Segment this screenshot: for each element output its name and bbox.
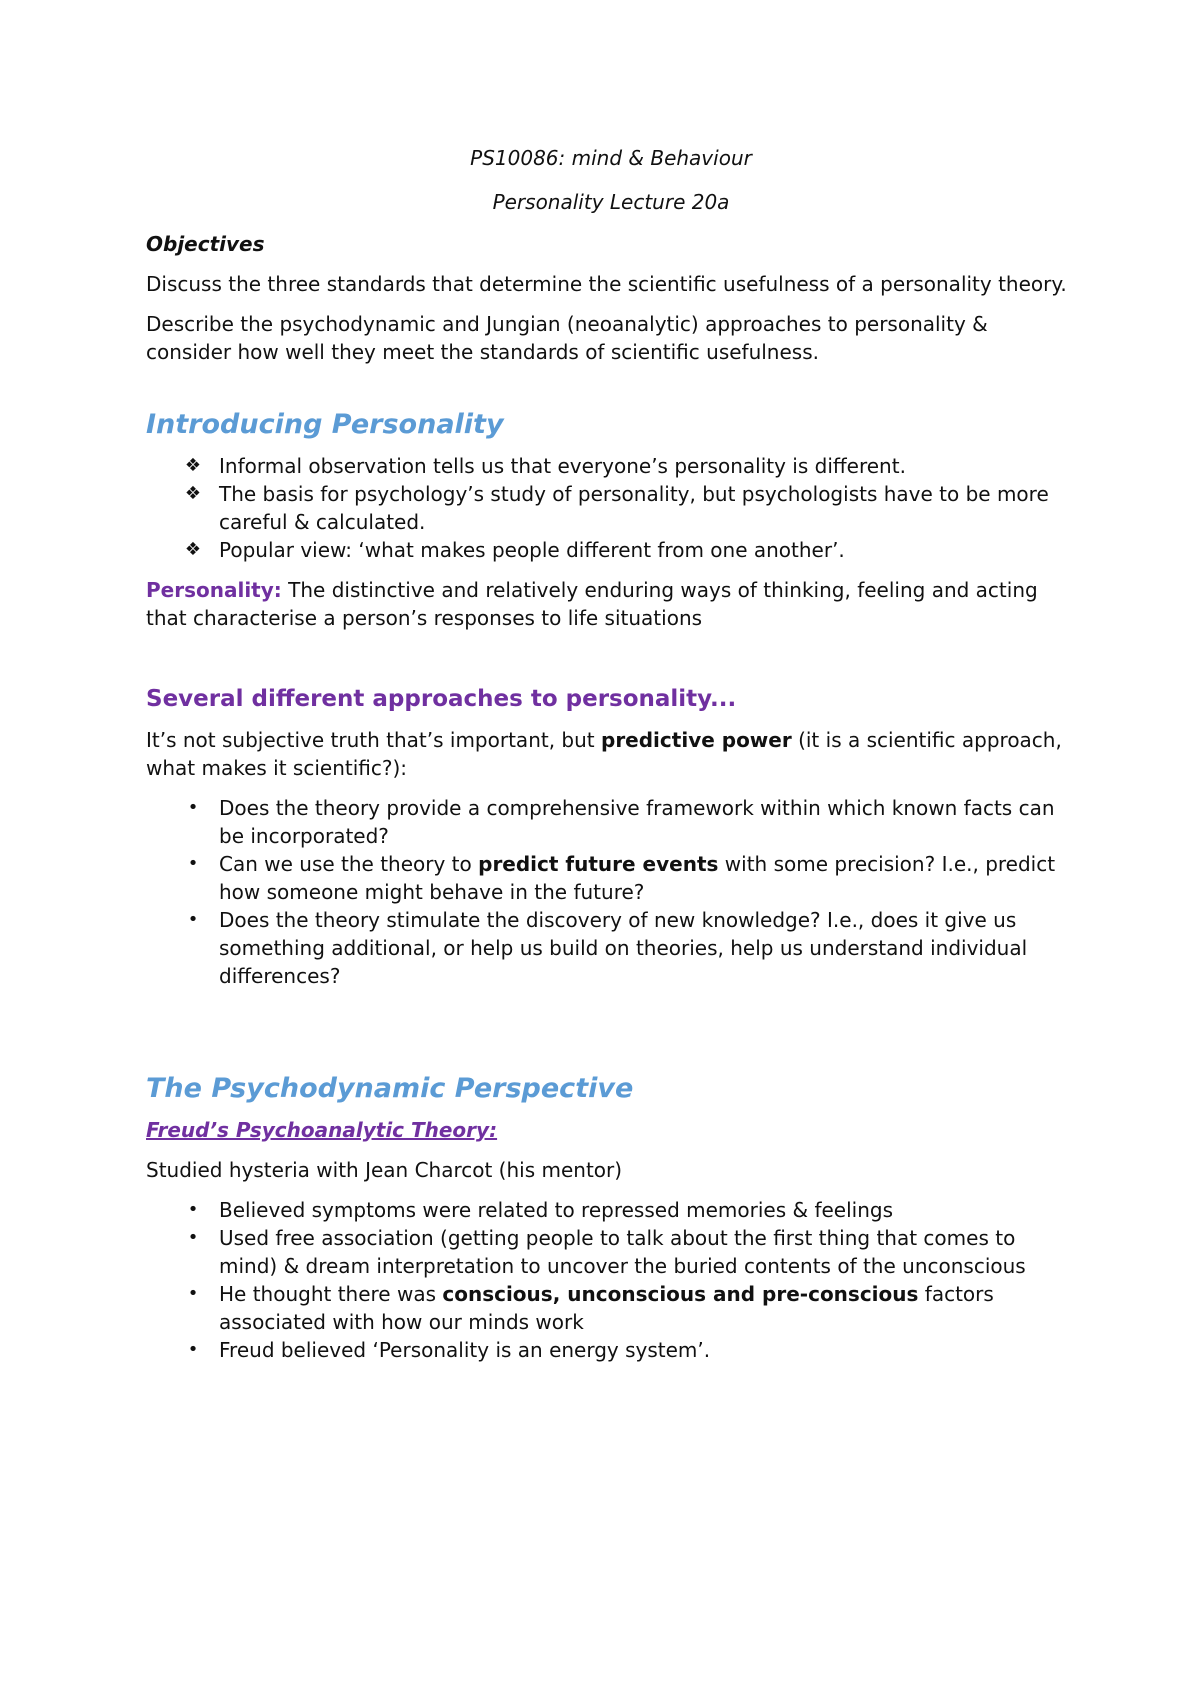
psychodynamic-intro: Studied hysteria with Jean Charcot (his mentor) [146, 1158, 623, 1182]
list-item-text: Does the theory stimulate the discovery of new knowledge? I.e., does it give us something additional, or help us build on theories, help us understand individual differences? [219, 908, 1028, 988]
introducing-list [146, 452, 1076, 564]
list-item [146, 1196, 1076, 1224]
definition-term: Personality: [146, 578, 282, 602]
diamond-bullet-icon: ❖ [184, 483, 202, 504]
bullet-icon: • [187, 1283, 199, 1304]
text-part: factors associated with how our minds work [219, 1282, 994, 1334]
bullet-icon: • [187, 909, 199, 930]
objective-1: Discuss the three standards that determine the scientific usefulness of a personality theory. [146, 272, 1067, 296]
list-item [146, 1224, 1076, 1280]
approaches-intro [146, 726, 1076, 782]
intro-text: It’s not subjective truth that’s important, but [146, 728, 601, 752]
list-item-text: Freud believed ‘Personality is an energy system’. [219, 1338, 711, 1362]
bold-part: predict future events [478, 852, 719, 876]
list-item-text [219, 852, 1055, 904]
list-item [146, 1336, 1076, 1364]
text-part: Can we use the theory to [219, 852, 479, 876]
introducing-heading: Introducing Personality [146, 409, 504, 440]
personality-definition [146, 576, 1076, 632]
list-item-text: Informal observation tells us that everyone’s personality is different. [219, 454, 906, 478]
list-item-text: The basis for psychology’s study of personality, but psychologists have to be more careful & calculated. [219, 482, 1049, 534]
psychodynamic-list [146, 1196, 1076, 1364]
approaches-list [146, 794, 1076, 990]
list-item [146, 452, 1076, 480]
bullet-icon: • [187, 1227, 199, 1248]
list-item-text: Does the theory provide a comprehensive framework within which known facts can be incorporated? [219, 796, 1055, 848]
diamond-bullet-icon: ❖ [184, 455, 202, 476]
text-part: with some precision? I.e., predict how someone might behave in the future? [219, 852, 1056, 904]
list-item-text: Used free association (getting people to talk about the first thing that comes to mind) & dream interpretation to uncover the buried contents of the unconscious [219, 1226, 1026, 1278]
approaches-heading: Several different approaches to personality... [146, 686, 737, 712]
list-item-text [219, 1282, 994, 1334]
bullet-icon: • [187, 1339, 199, 1360]
freud-theory-link[interactable]: Freud’s Psychoanalytic Theory: [146, 1118, 498, 1142]
bullet-icon: • [187, 853, 199, 874]
bullet-icon: • [187, 1199, 199, 1220]
course-title: PS10086: mind & Behaviour [470, 146, 752, 170]
psychodynamic-heading: The Psychodynamic Perspective [146, 1073, 634, 1104]
list-item [146, 480, 1076, 536]
bold-part: conscious, unconscious and pre-conscious [442, 1282, 919, 1306]
list-item [146, 850, 1076, 906]
list-item-text: Popular view: ‘what makes people different from one another’. [219, 538, 845, 562]
list-item [146, 1280, 1076, 1336]
list-item [146, 794, 1076, 850]
bullet-icon: • [187, 797, 199, 818]
objectives-heading: Objectives [146, 232, 265, 256]
list-item-text: Believed symptoms were related to repressed memories & feelings [219, 1198, 893, 1222]
diamond-bullet-icon: ❖ [184, 539, 202, 560]
definition-text: The distinctive and relatively enduring ways of thinking, feeling and acting that characterise a person’s responses to life situations [146, 578, 1038, 630]
intro-text: (it is a scientific approach, what makes it scientific?): [146, 728, 1062, 780]
objective-2: Describe the psychodynamic and Jungian (neoanalytic) approaches to personality & consider how well they meet the standards of scientific usefulness. [146, 312, 988, 364]
intro-bold: predictive power [601, 728, 792, 752]
list-item [146, 906, 1076, 990]
document-page [146, 144, 1076, 1376]
lecture-title: Personality Lecture 20a [492, 190, 730, 214]
text-part: He thought there was [219, 1282, 443, 1306]
list-item [146, 536, 1076, 564]
